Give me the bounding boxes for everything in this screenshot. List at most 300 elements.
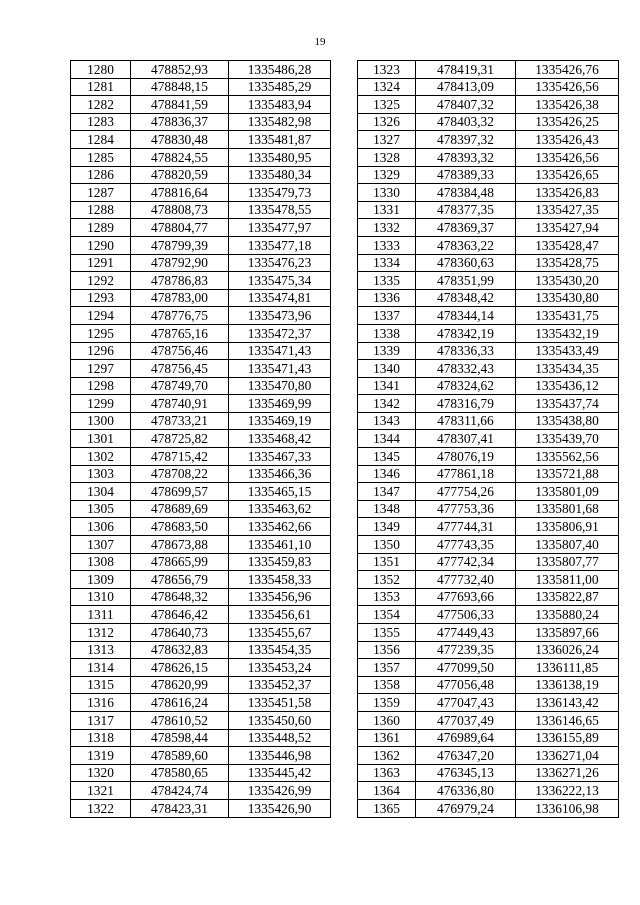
table-row bbox=[71, 430, 331, 448]
y-coordinate-cell: 1335446,98 bbox=[229, 747, 331, 765]
table-row bbox=[71, 483, 331, 501]
y-coordinate-cell: 1335486,28 bbox=[229, 61, 331, 79]
table-row bbox=[358, 500, 619, 518]
table-row bbox=[358, 289, 619, 307]
x-coordinate-cell: 478749,70 bbox=[131, 377, 229, 395]
table-row bbox=[358, 201, 619, 219]
y-coordinate-cell: 1335426,76 bbox=[516, 61, 619, 79]
table-row bbox=[358, 184, 619, 202]
point-number-cell: 1352 bbox=[358, 571, 416, 589]
table-row bbox=[358, 764, 619, 782]
x-coordinate-cell: 477754,26 bbox=[416, 483, 516, 501]
x-coordinate-cell: 477743,35 bbox=[416, 536, 516, 554]
y-coordinate-cell: 1335485,29 bbox=[229, 78, 331, 96]
y-coordinate-cell: 1335471,43 bbox=[229, 360, 331, 378]
point-number-cell: 1322 bbox=[71, 799, 131, 817]
table-row bbox=[358, 307, 619, 325]
point-number-cell: 1332 bbox=[358, 219, 416, 237]
y-coordinate-cell: 1335426,56 bbox=[516, 148, 619, 166]
x-coordinate-cell: 478360,63 bbox=[416, 254, 516, 272]
y-coordinate-cell: 1335806,91 bbox=[516, 518, 619, 536]
x-coordinate-cell: 478740,91 bbox=[131, 395, 229, 413]
point-number-cell: 1327 bbox=[358, 131, 416, 149]
table-row bbox=[358, 324, 619, 342]
y-coordinate-cell: 1335468,42 bbox=[229, 430, 331, 448]
x-coordinate-cell: 478616,24 bbox=[131, 694, 229, 712]
table-row bbox=[71, 624, 331, 642]
y-coordinate-cell: 1335807,77 bbox=[516, 553, 619, 571]
table-row bbox=[358, 711, 619, 729]
table-row bbox=[71, 201, 331, 219]
point-number-cell: 1293 bbox=[71, 289, 131, 307]
y-coordinate-cell: 1335470,80 bbox=[229, 377, 331, 395]
point-number-cell: 1283 bbox=[71, 113, 131, 131]
y-coordinate-cell: 1335439,70 bbox=[516, 430, 619, 448]
y-coordinate-cell: 1335461,10 bbox=[229, 536, 331, 554]
point-number-cell: 1294 bbox=[71, 307, 131, 325]
point-number-cell: 1315 bbox=[71, 676, 131, 694]
table-row bbox=[358, 236, 619, 254]
y-coordinate-cell: 1335471,43 bbox=[229, 342, 331, 360]
x-coordinate-cell: 478419,31 bbox=[416, 61, 516, 79]
table-row bbox=[358, 571, 619, 589]
x-coordinate-cell: 478351,99 bbox=[416, 272, 516, 290]
point-number-cell: 1324 bbox=[358, 78, 416, 96]
point-number-cell: 1296 bbox=[71, 342, 131, 360]
x-coordinate-cell: 478673,88 bbox=[131, 536, 229, 554]
y-coordinate-cell: 1335480,95 bbox=[229, 148, 331, 166]
point-number-cell: 1314 bbox=[71, 659, 131, 677]
y-coordinate-cell: 1335428,47 bbox=[516, 236, 619, 254]
y-coordinate-cell: 1335426,65 bbox=[516, 166, 619, 184]
point-number-cell: 1340 bbox=[358, 360, 416, 378]
point-number-cell: 1326 bbox=[358, 113, 416, 131]
table-row bbox=[71, 131, 331, 149]
coordinates-table-right bbox=[357, 60, 619, 818]
table-row bbox=[71, 254, 331, 272]
y-coordinate-cell: 1335426,38 bbox=[516, 96, 619, 114]
point-number-cell: 1303 bbox=[71, 465, 131, 483]
y-coordinate-cell: 1335427,35 bbox=[516, 201, 619, 219]
point-number-cell: 1306 bbox=[71, 518, 131, 536]
y-coordinate-cell: 1335807,40 bbox=[516, 536, 619, 554]
x-coordinate-cell: 477753,36 bbox=[416, 500, 516, 518]
y-coordinate-cell: 1335801,68 bbox=[516, 500, 619, 518]
table-row bbox=[71, 711, 331, 729]
y-coordinate-cell: 1335475,34 bbox=[229, 272, 331, 290]
table-row bbox=[71, 764, 331, 782]
y-coordinate-cell: 1335430,20 bbox=[516, 272, 619, 290]
point-number-cell: 1284 bbox=[71, 131, 131, 149]
x-coordinate-cell: 478756,45 bbox=[131, 360, 229, 378]
point-number-cell: 1356 bbox=[358, 641, 416, 659]
point-number-cell: 1357 bbox=[358, 659, 416, 677]
x-coordinate-cell: 478384,48 bbox=[416, 184, 516, 202]
x-coordinate-cell: 478689,69 bbox=[131, 500, 229, 518]
y-coordinate-cell: 1335436,12 bbox=[516, 377, 619, 395]
x-coordinate-cell: 476345,13 bbox=[416, 764, 516, 782]
table-row bbox=[71, 676, 331, 694]
x-coordinate-cell: 478646,42 bbox=[131, 606, 229, 624]
point-number-cell: 1289 bbox=[71, 219, 131, 237]
y-coordinate-cell: 1335438,80 bbox=[516, 412, 619, 430]
table-row bbox=[71, 148, 331, 166]
y-coordinate-cell: 1335455,67 bbox=[229, 624, 331, 642]
y-coordinate-cell: 1335477,97 bbox=[229, 219, 331, 237]
y-coordinate-cell: 1335562,56 bbox=[516, 448, 619, 466]
y-coordinate-cell: 1335822,87 bbox=[516, 588, 619, 606]
x-coordinate-cell: 478403,32 bbox=[416, 113, 516, 131]
point-number-cell: 1281 bbox=[71, 78, 131, 96]
point-number-cell: 1300 bbox=[71, 412, 131, 430]
x-coordinate-cell: 476347,20 bbox=[416, 747, 516, 765]
y-coordinate-cell: 1335431,75 bbox=[516, 307, 619, 325]
table-row bbox=[358, 624, 619, 642]
point-number-cell: 1299 bbox=[71, 395, 131, 413]
table-row bbox=[71, 518, 331, 536]
point-number-cell: 1343 bbox=[358, 412, 416, 430]
point-number-cell: 1297 bbox=[71, 360, 131, 378]
y-coordinate-cell: 1336146,65 bbox=[516, 711, 619, 729]
x-coordinate-cell: 478824,55 bbox=[131, 148, 229, 166]
y-coordinate-cell: 1335453,24 bbox=[229, 659, 331, 677]
table-row bbox=[358, 483, 619, 501]
y-coordinate-cell: 1335482,98 bbox=[229, 113, 331, 131]
point-number-cell: 1309 bbox=[71, 571, 131, 589]
x-coordinate-cell: 478733,21 bbox=[131, 412, 229, 430]
y-coordinate-cell: 1336271,26 bbox=[516, 764, 619, 782]
table-row bbox=[358, 588, 619, 606]
point-number-cell: 1318 bbox=[71, 729, 131, 747]
y-coordinate-cell: 1335880,24 bbox=[516, 606, 619, 624]
x-coordinate-cell: 476989,64 bbox=[416, 729, 516, 747]
table-row bbox=[71, 500, 331, 518]
y-coordinate-cell: 1335448,52 bbox=[229, 729, 331, 747]
x-coordinate-cell: 478756,46 bbox=[131, 342, 229, 360]
table-row bbox=[358, 412, 619, 430]
x-coordinate-cell: 477732,40 bbox=[416, 571, 516, 589]
point-number-cell: 1350 bbox=[358, 536, 416, 554]
table-row bbox=[71, 272, 331, 290]
y-coordinate-cell: 1335480,34 bbox=[229, 166, 331, 184]
point-number-cell: 1302 bbox=[71, 448, 131, 466]
table-row bbox=[71, 342, 331, 360]
point-number-cell: 1292 bbox=[71, 272, 131, 290]
x-coordinate-cell: 478413,09 bbox=[416, 78, 516, 96]
table-row bbox=[71, 96, 331, 114]
table-row bbox=[71, 571, 331, 589]
x-coordinate-cell: 478076,19 bbox=[416, 448, 516, 466]
point-number-cell: 1305 bbox=[71, 500, 131, 518]
y-coordinate-cell: 1335479,73 bbox=[229, 184, 331, 202]
point-number-cell: 1290 bbox=[71, 236, 131, 254]
point-number-cell: 1323 bbox=[358, 61, 416, 79]
point-number-cell: 1295 bbox=[71, 324, 131, 342]
y-coordinate-cell: 1335458,33 bbox=[229, 571, 331, 589]
point-number-cell: 1307 bbox=[71, 536, 131, 554]
x-coordinate-cell: 478799,39 bbox=[131, 236, 229, 254]
y-coordinate-cell: 1335474,81 bbox=[229, 289, 331, 307]
page-number: 19 bbox=[314, 36, 326, 48]
point-number-cell: 1310 bbox=[71, 588, 131, 606]
point-number-cell: 1291 bbox=[71, 254, 131, 272]
table-row bbox=[358, 96, 619, 114]
x-coordinate-cell: 477744,31 bbox=[416, 518, 516, 536]
table-row bbox=[71, 641, 331, 659]
x-coordinate-cell: 478656,79 bbox=[131, 571, 229, 589]
table-row bbox=[358, 219, 619, 237]
point-number-cell: 1361 bbox=[358, 729, 416, 747]
point-number-cell: 1288 bbox=[71, 201, 131, 219]
point-number-cell: 1312 bbox=[71, 624, 131, 642]
point-number-cell: 1304 bbox=[71, 483, 131, 501]
table-row bbox=[71, 729, 331, 747]
y-coordinate-cell: 1335472,37 bbox=[229, 324, 331, 342]
y-coordinate-cell: 1335426,83 bbox=[516, 184, 619, 202]
y-coordinate-cell: 1335483,94 bbox=[229, 96, 331, 114]
x-coordinate-cell: 478424,74 bbox=[131, 782, 229, 800]
x-coordinate-cell: 478765,16 bbox=[131, 324, 229, 342]
x-coordinate-cell: 478324,62 bbox=[416, 377, 516, 395]
x-coordinate-cell: 478776,75 bbox=[131, 307, 229, 325]
x-coordinate-cell: 477037,49 bbox=[416, 711, 516, 729]
y-coordinate-cell: 1335426,56 bbox=[516, 78, 619, 96]
table-row bbox=[71, 324, 331, 342]
y-coordinate-cell: 1335721,88 bbox=[516, 465, 619, 483]
x-coordinate-cell: 478332,43 bbox=[416, 360, 516, 378]
point-number-cell: 1298 bbox=[71, 377, 131, 395]
x-coordinate-cell: 478715,42 bbox=[131, 448, 229, 466]
point-number-cell: 1341 bbox=[358, 377, 416, 395]
table-row bbox=[358, 799, 619, 817]
x-coordinate-cell: 478804,77 bbox=[131, 219, 229, 237]
x-coordinate-cell: 478820,59 bbox=[131, 166, 229, 184]
y-coordinate-cell: 1335897,66 bbox=[516, 624, 619, 642]
x-coordinate-cell: 478336,33 bbox=[416, 342, 516, 360]
y-coordinate-cell: 1335432,19 bbox=[516, 324, 619, 342]
y-coordinate-cell: 1335426,25 bbox=[516, 113, 619, 131]
point-number-cell: 1358 bbox=[358, 676, 416, 694]
point-number-cell: 1346 bbox=[358, 465, 416, 483]
x-coordinate-cell: 478816,64 bbox=[131, 184, 229, 202]
y-coordinate-cell: 1335426,90 bbox=[229, 799, 331, 817]
y-coordinate-cell: 1335476,23 bbox=[229, 254, 331, 272]
x-coordinate-cell: 477047,43 bbox=[416, 694, 516, 712]
point-number-cell: 1330 bbox=[358, 184, 416, 202]
x-coordinate-cell: 478725,82 bbox=[131, 430, 229, 448]
x-coordinate-cell: 478699,57 bbox=[131, 483, 229, 501]
coordinates-table-left bbox=[70, 60, 331, 818]
y-coordinate-cell: 1335459,83 bbox=[229, 553, 331, 571]
table-row bbox=[71, 412, 331, 430]
table-row bbox=[71, 553, 331, 571]
point-number-cell: 1353 bbox=[358, 588, 416, 606]
y-coordinate-cell: 1335451,58 bbox=[229, 694, 331, 712]
table-row bbox=[71, 659, 331, 677]
table-row bbox=[71, 782, 331, 800]
x-coordinate-cell: 476336,80 bbox=[416, 782, 516, 800]
point-number-cell: 1329 bbox=[358, 166, 416, 184]
x-coordinate-cell: 478841,59 bbox=[131, 96, 229, 114]
y-coordinate-cell: 1335462,66 bbox=[229, 518, 331, 536]
table-row bbox=[71, 465, 331, 483]
y-coordinate-cell: 1335469,99 bbox=[229, 395, 331, 413]
table-row bbox=[71, 536, 331, 554]
x-coordinate-cell: 478311,66 bbox=[416, 412, 516, 430]
point-number-cell: 1362 bbox=[358, 747, 416, 765]
table-row bbox=[358, 377, 619, 395]
table-row bbox=[358, 61, 619, 79]
y-coordinate-cell: 1336106,98 bbox=[516, 799, 619, 817]
point-number-cell: 1338 bbox=[358, 324, 416, 342]
point-number-cell: 1345 bbox=[358, 448, 416, 466]
point-number-cell: 1344 bbox=[358, 430, 416, 448]
x-coordinate-cell: 478786,83 bbox=[131, 272, 229, 290]
point-number-cell: 1320 bbox=[71, 764, 131, 782]
x-coordinate-cell: 478389,33 bbox=[416, 166, 516, 184]
y-coordinate-cell: 1336111,85 bbox=[516, 659, 619, 677]
table-row bbox=[358, 536, 619, 554]
point-number-cell: 1335 bbox=[358, 272, 416, 290]
table-row bbox=[358, 747, 619, 765]
x-coordinate-cell: 477056,48 bbox=[416, 676, 516, 694]
table-row bbox=[71, 747, 331, 765]
y-coordinate-cell: 1336143,42 bbox=[516, 694, 619, 712]
point-number-cell: 1301 bbox=[71, 430, 131, 448]
x-coordinate-cell: 478589,60 bbox=[131, 747, 229, 765]
point-number-cell: 1363 bbox=[358, 764, 416, 782]
x-coordinate-cell: 478348,42 bbox=[416, 289, 516, 307]
table-row bbox=[358, 131, 619, 149]
table-row bbox=[358, 113, 619, 131]
table-row bbox=[71, 588, 331, 606]
x-coordinate-cell: 478783,00 bbox=[131, 289, 229, 307]
point-number-cell: 1339 bbox=[358, 342, 416, 360]
point-number-cell: 1347 bbox=[358, 483, 416, 501]
x-coordinate-cell: 478626,15 bbox=[131, 659, 229, 677]
y-coordinate-cell: 1335445,42 bbox=[229, 764, 331, 782]
y-coordinate-cell: 1335430,80 bbox=[516, 289, 619, 307]
y-coordinate-cell: 1335434,35 bbox=[516, 360, 619, 378]
point-number-cell: 1311 bbox=[71, 606, 131, 624]
point-number-cell: 1336 bbox=[358, 289, 416, 307]
x-coordinate-cell: 478316,79 bbox=[416, 395, 516, 413]
point-number-cell: 1287 bbox=[71, 184, 131, 202]
point-number-cell: 1313 bbox=[71, 641, 131, 659]
x-coordinate-cell: 478808,73 bbox=[131, 201, 229, 219]
x-coordinate-cell: 478307,41 bbox=[416, 430, 516, 448]
table-row bbox=[358, 360, 619, 378]
point-number-cell: 1342 bbox=[358, 395, 416, 413]
table-row bbox=[71, 289, 331, 307]
table-row bbox=[71, 78, 331, 96]
point-number-cell: 1328 bbox=[358, 148, 416, 166]
y-coordinate-cell: 1335428,75 bbox=[516, 254, 619, 272]
y-coordinate-cell: 1335437,74 bbox=[516, 395, 619, 413]
table-row bbox=[358, 553, 619, 571]
table-row bbox=[358, 78, 619, 96]
point-number-cell: 1365 bbox=[358, 799, 416, 817]
x-coordinate-cell: 478683,50 bbox=[131, 518, 229, 536]
x-coordinate-cell: 478397,32 bbox=[416, 131, 516, 149]
y-coordinate-cell: 1336026,24 bbox=[516, 641, 619, 659]
table-row bbox=[358, 465, 619, 483]
table-row bbox=[358, 395, 619, 413]
y-coordinate-cell: 1335477,18 bbox=[229, 236, 331, 254]
table-row bbox=[71, 113, 331, 131]
y-coordinate-cell: 1335433,49 bbox=[516, 342, 619, 360]
table-row bbox=[358, 641, 619, 659]
x-coordinate-cell: 478792,90 bbox=[131, 254, 229, 272]
table-row bbox=[358, 430, 619, 448]
x-coordinate-cell: 477693,66 bbox=[416, 588, 516, 606]
table-row bbox=[358, 254, 619, 272]
table-row bbox=[71, 395, 331, 413]
x-coordinate-cell: 478648,32 bbox=[131, 588, 229, 606]
y-coordinate-cell: 1335426,99 bbox=[229, 782, 331, 800]
y-coordinate-cell: 1335466,36 bbox=[229, 465, 331, 483]
y-coordinate-cell: 1335467,33 bbox=[229, 448, 331, 466]
point-number-cell: 1308 bbox=[71, 553, 131, 571]
point-number-cell: 1282 bbox=[71, 96, 131, 114]
point-number-cell: 1286 bbox=[71, 166, 131, 184]
table-row bbox=[71, 307, 331, 325]
x-coordinate-cell: 478363,22 bbox=[416, 236, 516, 254]
x-coordinate-cell: 478640,73 bbox=[131, 624, 229, 642]
y-coordinate-cell: 1335450,60 bbox=[229, 711, 331, 729]
x-coordinate-cell: 478836,37 bbox=[131, 113, 229, 131]
y-coordinate-cell: 1336138,19 bbox=[516, 676, 619, 694]
y-coordinate-cell: 1335465,15 bbox=[229, 483, 331, 501]
x-coordinate-cell: 478407,32 bbox=[416, 96, 516, 114]
x-coordinate-cell: 478848,15 bbox=[131, 78, 229, 96]
point-number-cell: 1317 bbox=[71, 711, 131, 729]
point-number-cell: 1319 bbox=[71, 747, 131, 765]
table-row bbox=[71, 799, 331, 817]
y-coordinate-cell: 1335456,96 bbox=[229, 588, 331, 606]
table-row bbox=[358, 606, 619, 624]
table-row bbox=[358, 676, 619, 694]
table-row bbox=[358, 729, 619, 747]
table-row bbox=[358, 448, 619, 466]
x-coordinate-cell: 478393,32 bbox=[416, 148, 516, 166]
y-coordinate-cell: 1336155,89 bbox=[516, 729, 619, 747]
point-number-cell: 1360 bbox=[358, 711, 416, 729]
table-row bbox=[358, 518, 619, 536]
y-coordinate-cell: 1335481,87 bbox=[229, 131, 331, 149]
point-number-cell: 1351 bbox=[358, 553, 416, 571]
point-number-cell: 1349 bbox=[358, 518, 416, 536]
y-coordinate-cell: 1335473,96 bbox=[229, 307, 331, 325]
y-coordinate-cell: 1335463,62 bbox=[229, 500, 331, 518]
point-number-cell: 1334 bbox=[358, 254, 416, 272]
x-coordinate-cell: 477861,18 bbox=[416, 465, 516, 483]
table-row bbox=[71, 184, 331, 202]
x-coordinate-cell: 477239,35 bbox=[416, 641, 516, 659]
y-coordinate-cell: 1335469,19 bbox=[229, 412, 331, 430]
x-coordinate-cell: 478377,35 bbox=[416, 201, 516, 219]
x-coordinate-cell: 478620,99 bbox=[131, 676, 229, 694]
table-row bbox=[358, 659, 619, 677]
y-coordinate-cell: 1336271,04 bbox=[516, 747, 619, 765]
point-number-cell: 1359 bbox=[358, 694, 416, 712]
x-coordinate-cell: 476979,24 bbox=[416, 799, 516, 817]
x-coordinate-cell: 477742,34 bbox=[416, 553, 516, 571]
x-coordinate-cell: 478852,93 bbox=[131, 61, 229, 79]
table-row bbox=[71, 236, 331, 254]
x-coordinate-cell: 478580,65 bbox=[131, 764, 229, 782]
point-number-cell: 1331 bbox=[358, 201, 416, 219]
